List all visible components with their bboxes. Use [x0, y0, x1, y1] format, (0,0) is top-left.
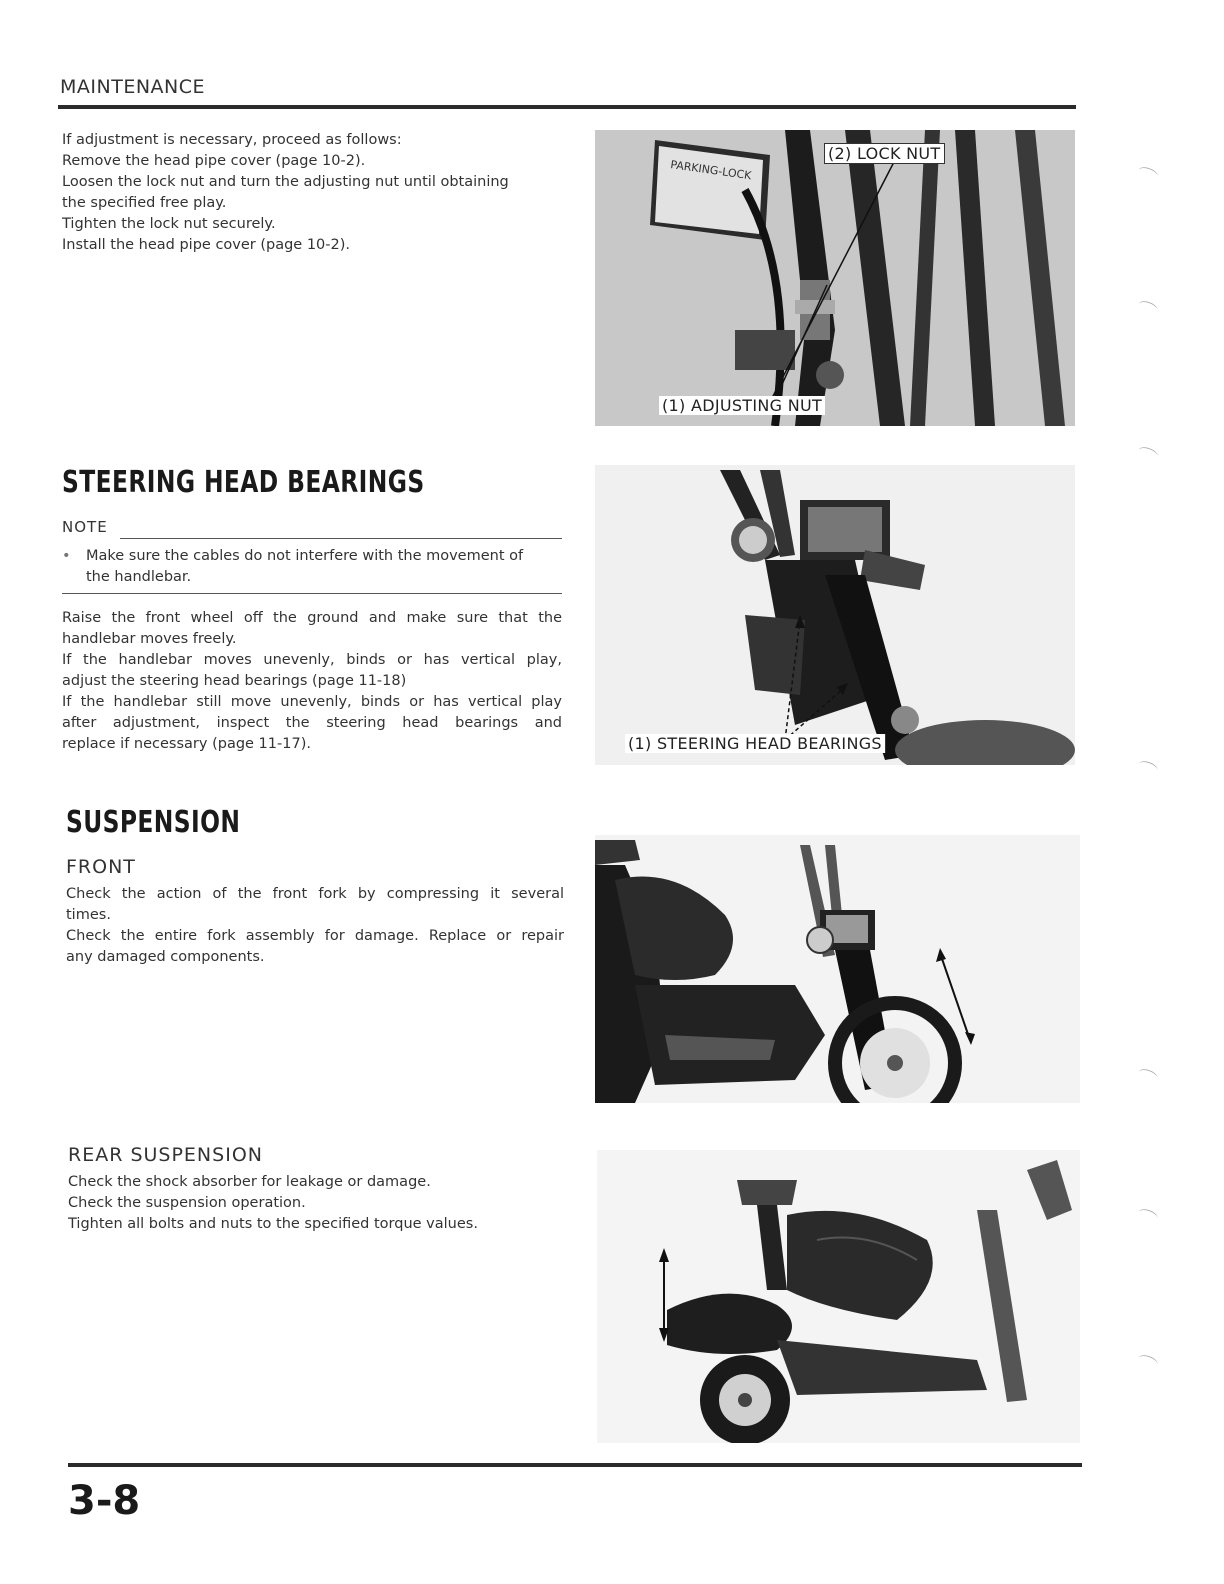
rear-suspension-instructions: [68, 1172, 548, 1235]
callout-steering-bearings: (1) STEERING HEAD BEARINGS: [625, 734, 886, 753]
binding-mark: [1137, 299, 1160, 316]
header-rule: [58, 105, 1076, 109]
photo-steering-head-drawing: [595, 465, 1075, 765]
adjustment-line: Remove the head pipe cover (page 10-2).: [62, 153, 366, 169]
adjustment-line: If adjustment is necessary, proceed as follows:: [62, 132, 402, 148]
steering-line: If the handlebar still move unevenly, binds or has vertical play: [62, 694, 562, 710]
steering-line: after adjustment, inspect the steering head bearings and: [62, 715, 562, 731]
binding-mark: [1137, 445, 1160, 462]
binding-mark: [1137, 165, 1160, 182]
steering-line: Raise the front wheel off the ground and make sure that the: [62, 610, 562, 626]
page-number: 3-8: [68, 1478, 141, 1524]
binding-mark: [1137, 1353, 1160, 1370]
note-box: [62, 546, 562, 588]
front-suspension-instructions: [66, 884, 564, 968]
adjustment-instructions: [62, 130, 562, 256]
section-header: MAINTENANCE: [60, 76, 206, 98]
rear-line: Check the suspension operation.: [68, 1195, 306, 1211]
callout-lock-nut: (2) LOCK NUT: [824, 143, 945, 164]
photo-adjusting-nut: [595, 130, 1075, 426]
adjustment-line: Install the head pipe cover (page 10-2).: [62, 237, 351, 253]
steering-instructions: [62, 608, 562, 755]
note-label: NOTE: [62, 518, 108, 536]
photo-rear-suspension: [597, 1150, 1080, 1443]
suspension-section-title: SUSPENSION: [66, 805, 241, 840]
rear-subtitle: REAR SUSPENSION: [68, 1144, 263, 1166]
note-line: • Make sure the cables do not interfere with the movement of: [62, 548, 524, 564]
note-top-rule: [120, 538, 562, 539]
adjustment-line: the specified free play.: [62, 195, 227, 211]
callout-adjusting-nut: (1) ADJUSTING NUT: [659, 396, 825, 415]
front-line: Check the entire fork assembly for damage. Replace or repair: [66, 928, 564, 944]
front-subtitle: FRONT: [66, 856, 136, 878]
adjustment-line: Tighten the lock nut securely.: [62, 216, 276, 232]
note-bottom-rule: [62, 593, 562, 594]
plate-text: PARKING-LOCK: [669, 158, 753, 183]
note-line: the handlebar.: [86, 569, 192, 585]
steering-section-title: STEERING HEAD BEARINGS: [62, 465, 425, 500]
photo-adjusting-nut-drawing: [595, 130, 1075, 426]
front-line: any damaged components.: [66, 949, 265, 965]
footer-rule: [68, 1463, 1082, 1467]
front-line: Check the action of the front fork by compressing it several: [66, 886, 564, 902]
photo-rear-suspension-drawing: [597, 1150, 1080, 1443]
adjustment-line: Loosen the lock nut and turn the adjusting nut until obtaining: [62, 174, 509, 190]
steering-line: handlebar moves freely.: [62, 631, 237, 647]
steering-line: replace if necessary (page 11-17).: [62, 736, 311, 752]
note-line-text: Make sure the cables do not interfere with the movement of: [86, 548, 524, 564]
binding-mark: [1137, 759, 1160, 776]
rear-line: Tighten all bolts and nuts to the specified torque values.: [68, 1216, 478, 1232]
steering-line: If the handlebar moves unevenly, binds or has vertical play,: [62, 652, 562, 668]
steering-line: adjust the steering head bearings (page 11-18): [62, 673, 407, 689]
binding-mark: [1137, 1207, 1160, 1224]
front-line: times.: [66, 907, 111, 923]
binding-mark: [1137, 1067, 1160, 1084]
photo-steering-head: [595, 465, 1075, 765]
photo-front-suspension: [595, 835, 1080, 1103]
photo-front-suspension-drawing: [595, 835, 1080, 1103]
rear-line: Check the shock absorber for leakage or damage.: [68, 1174, 431, 1190]
